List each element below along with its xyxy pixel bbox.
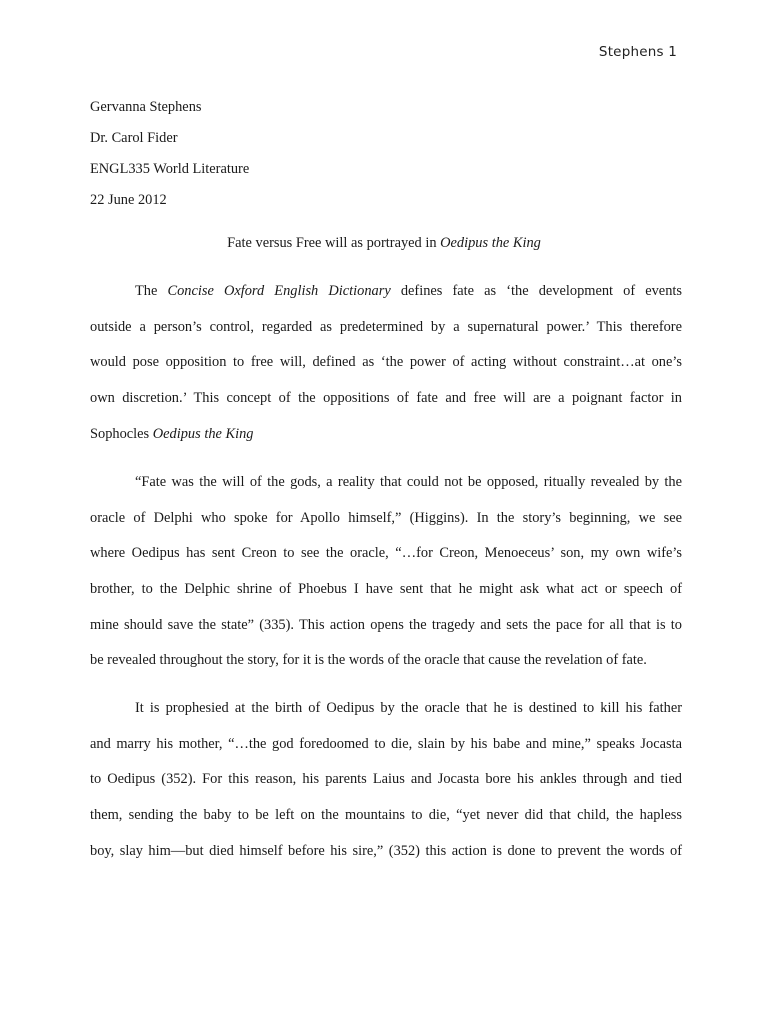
course-name: ENGL335 World Literature: [90, 161, 250, 177]
paper-date: 22 June 2012: [90, 192, 167, 208]
paper-title: [90, 231, 678, 255]
paragraph-line: where Oedipus has sent Creon to see the oracle, “…for Creon, Menoeceus’ son, my own wife’s: [90, 545, 682, 562]
paragraph-3: [90, 691, 682, 869]
title-work: Oedipus the King: [440, 235, 541, 251]
italic-text-run: Oedipus the King: [152, 425, 254, 442]
running-head: Stephens 1: [598, 44, 677, 60]
text-run: defines fate as ‘the development of events: [390, 283, 682, 299]
paragraph-line: mine should save the state” (335). This action opens the tragedy and sets the pace for all that is to: [90, 616, 682, 633]
paragraph-line: them, sending the baby to be left on the mountains to die, “yet never did that child, the hapless: [90, 807, 682, 824]
title-prefix: Fate versus Free will as portrayed in: [227, 235, 441, 251]
paragraph-line: [90, 274, 682, 310]
heading-block: [90, 92, 690, 216]
paragraph-line: outside a person’s control, regarded as predetermined by a supernatural power.’ This therefore: [90, 318, 682, 335]
author-name: Gervanna Stephens: [90, 99, 202, 115]
instructor-name: Dr. Carol Fider: [90, 130, 178, 146]
paragraph-line: oracle of Delphi who spoke for Apollo himself,” (Higgins). In the story’s beginning, we see: [90, 509, 682, 526]
paragraph-line: “Fate was the will of the gods, a reality that could not be opposed, ritually revealed by the: [135, 474, 682, 490]
paragraph-line: boy, slay him—but died himself before his sire,” (352) this action is done to prevent the words of: [90, 842, 682, 859]
paragraph-line: would pose opposition to free will, defined as ‘the power of acting without constraint…at one’s: [90, 354, 682, 371]
paragraph-line: be revealed throughout the story, for it is the words of the oracle that cause the revelation of fate.: [90, 652, 647, 669]
paragraph-line: and marry his mother, “…the god foredoomed to die, slain by his babe and mine,” speaks Jocasta: [90, 735, 682, 752]
paragraph-line: It is prophesied at the birth of Oedipus by the oracle that he is destined to kill his father: [135, 700, 682, 716]
paragraph-2: [90, 465, 682, 679]
text-run: The: [135, 283, 168, 299]
paragraph-line: [90, 417, 682, 453]
text-run: Sophocles: [90, 425, 153, 442]
paragraph-line: own discretion.’ This concept of the oppositions of fate and free will are a poignant factor in: [90, 390, 682, 407]
paragraph-line: to Oedipus (352). For this reason, his parents Laius and Jocasta bore his ankles through and tied: [90, 771, 682, 788]
paragraph-1: [90, 274, 682, 452]
paragraph-line: brother, to the Delphic shrine of Phoebus I have sent that he might ask what act or speech of: [90, 581, 682, 598]
italic-text-run: Concise Oxford English Dictionary: [167, 283, 391, 299]
